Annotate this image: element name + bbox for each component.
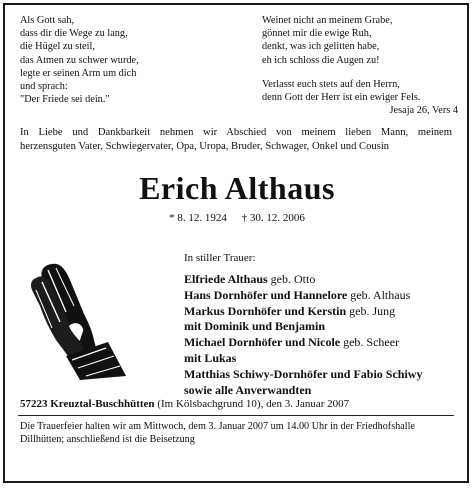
poem-line: legte er seinen Arm um dich (20, 67, 137, 79)
mourner-name: Hans Dornhöfer und Hannelore (184, 287, 348, 302)
poem-line: und sprach: (20, 81, 68, 93)
mourner-entry (184, 288, 464, 304)
mourner-maiden-name: geb. Scheer (340, 335, 400, 350)
mourners-list (184, 272, 464, 398)
address-line (20, 398, 349, 410)
service-line: Dillhütten; anschließend ist die Beisetzung (20, 434, 195, 446)
mourner-name: Elfriede Althaus (184, 272, 268, 286)
mourner-entry (184, 367, 464, 383)
farewell-intro (20, 126, 452, 154)
funeral-service-notice (20, 420, 456, 447)
poem-line: Verlasst euch stets auf den Herrn, (262, 78, 400, 90)
mourner-maiden-name: geb. Otto (267, 272, 316, 286)
stanza-gap (262, 67, 458, 78)
poem-line: die Hügel zu steil, (20, 41, 95, 53)
deceased-name: Erich Althaus (139, 170, 335, 206)
address-place: 57223 Kreuztal-Buschhütten (20, 398, 155, 410)
life-dates (0, 212, 474, 224)
mourner-name: Matthias Schiwy-Dornhöfer und Fabio Schiwy (184, 366, 423, 381)
poem-line: "Der Friede sei dein." (20, 94, 110, 106)
poem-line: das Atmen zu schwer wurde, (20, 54, 139, 66)
mourner-name: mit Lukas (184, 350, 237, 365)
poem-line: eh ich schloss die Augen zu! (262, 54, 380, 66)
poem-line: denkt, was ich gelitten habe, (262, 41, 380, 53)
poem-line: gönnet mir die ewige Ruh, (262, 28, 372, 40)
mourner-entry (184, 319, 464, 335)
poem-line: dass dir die Wege zu lang, (20, 28, 128, 40)
intro-line: In Liebe und Dankbarkeit nehmen wir Abschied von meinem lieben Mann, meinem (20, 127, 452, 138)
service-line: Die Trauerfeier halten wir am Mittwoch, dem 3. Januar 2007 um 14.00 Uhr in der Friedhofshalle (20, 421, 415, 432)
mourner-entry (184, 304, 464, 320)
poem-line: Weinet nicht an meinem Grabe, (262, 15, 393, 26)
bible-reference: Jesaja 26, Vers 4 (389, 105, 458, 117)
poem-left (20, 14, 200, 106)
mourner-maiden-name: geb. Althaus (347, 287, 411, 302)
mourner-name: Markus Dornhöfer und Kerstin (184, 303, 347, 318)
mourners-heading: In stiller Trauer: (184, 252, 256, 264)
mourner-entry (184, 272, 464, 288)
mourner-name: mit Dominik und Benjamin (184, 319, 326, 334)
intro-line: herzensguten Vater, Schwiegervater, Opa, Uropa, Bruder, Schwager, Onkel und Cousin (20, 141, 390, 152)
birth-date: * 8. 12. 1924 (169, 212, 227, 224)
mourner-name: sowie alle Anverwandten (184, 382, 312, 397)
poem-line: Als Gott sah, (20, 15, 75, 26)
mourner-entry (184, 335, 464, 351)
praying-hands-icon (22, 256, 140, 384)
mourner-entry (184, 351, 464, 367)
poem-line: denn Gott der Herr ist ein ewiger Fels. (262, 92, 421, 104)
death-date: † 30. 12. 2006 (241, 212, 305, 224)
address-detail: (Im Kölsbachgrund 10), den 3. Januar 2007 (154, 398, 350, 410)
mourner-name: Michael Dornhöfer und Nicole (184, 335, 341, 350)
mourner-maiden-name: geb. Jung (346, 303, 396, 318)
divider (18, 415, 454, 416)
poem-right (262, 14, 458, 117)
mourner-entry (184, 383, 464, 399)
